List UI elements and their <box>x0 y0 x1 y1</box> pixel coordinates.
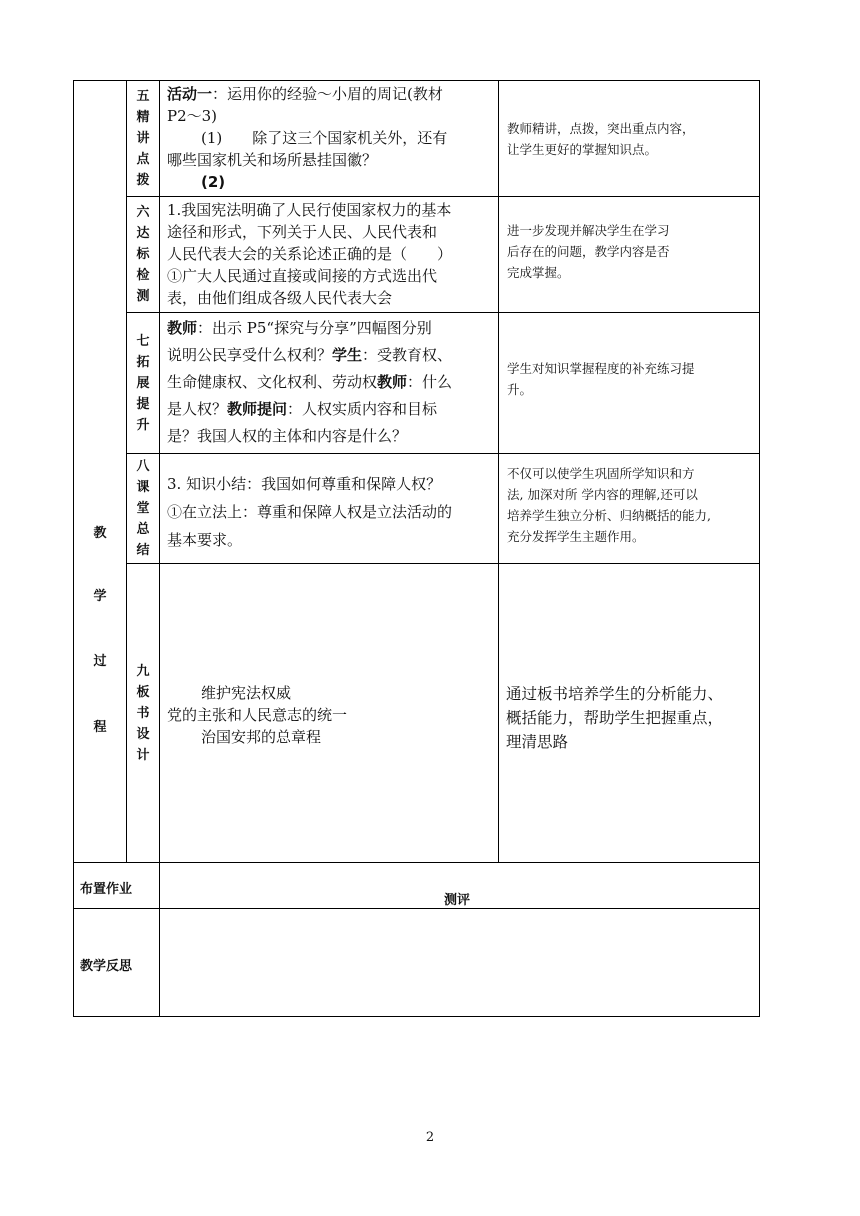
note-text: 完成掌握。 <box>507 265 570 280</box>
content-text: ：人权实质内容和目标 <box>287 400 438 418</box>
divider <box>126 196 760 197</box>
homework-label: 布置作业 <box>80 882 133 897</box>
content-text: 生命健康权、文化权利、劳动权 <box>167 373 378 391</box>
divider <box>126 453 760 454</box>
side-label-char: 过 <box>93 654 107 669</box>
label-char: 标 <box>136 247 150 262</box>
note-text: 充分发挥学生主题作用。 <box>507 529 645 544</box>
table-border-left <box>73 80 74 1017</box>
row-content-dabiao <box>167 199 497 309</box>
note-text: 让学生更好的掌握知识点。 <box>507 142 658 157</box>
row-content-tuozhan <box>167 315 497 450</box>
row-note-dabiao <box>507 220 757 283</box>
row-note-jingjiang <box>507 118 757 160</box>
label-char: 课 <box>136 480 150 495</box>
note-text: 学生对知识掌握程度的补充练习提 <box>507 361 695 376</box>
label-char: 升 <box>136 417 150 433</box>
note-text: 进一步发现并解决学生在学习 <box>507 223 670 238</box>
content-text: 党的主张和人民意志的统一 <box>167 706 348 724</box>
note-text: 升。 <box>507 382 533 397</box>
divider <box>73 862 760 863</box>
label-char: 展 <box>136 375 150 391</box>
content-text: 说明公民享受什么权利？ <box>167 346 333 364</box>
content-text: 3. 知识小结：我国如何尊重和保障人权？ <box>167 475 442 493</box>
label-char: 板 <box>136 684 150 700</box>
row-content-jingjiang <box>167 83 497 193</box>
note-text: 通过板书培养学生的分析能力、 <box>506 685 724 703</box>
side-label-char: 程 <box>93 720 107 735</box>
evaluation-label: 测评 <box>444 893 471 908</box>
note-text: 理清思路 <box>506 733 569 751</box>
row-note-banshu <box>506 682 758 754</box>
label-char: 总 <box>136 522 150 537</box>
content-text: ：出示 P5“探究与分享”四幅图分别 <box>197 319 432 337</box>
content-text: 哪些国家机关和场所悬挂国徽？ <box>167 151 378 169</box>
content-text: 基本要求。 <box>167 531 243 549</box>
label-char: 提 <box>136 396 150 412</box>
content-text: P2～3) <box>167 107 218 125</box>
label-char: 讲 <box>136 131 150 146</box>
speaker-label: 教师 <box>377 373 408 391</box>
content-text: 途径和形式，下列关于人民、人民代表和 <box>167 223 438 241</box>
label-char: 计 <box>136 747 150 763</box>
speaker-label: 教师 <box>167 319 198 337</box>
content-text: ①在立法上：尊重和保障人权是立法活动的 <box>167 503 453 521</box>
content-text: (2) <box>201 173 226 191</box>
divider <box>126 563 760 564</box>
content-text: 表，由他们组成各级人民代表大会 <box>167 289 393 307</box>
row-label-jingjiang <box>127 81 159 196</box>
divider <box>159 80 160 1017</box>
content-text: 治国安邦的总章程 <box>201 728 322 746</box>
label-char: 五 <box>136 89 150 104</box>
speaker-label: 教师提问 <box>227 400 288 418</box>
content-text: (1) 除了这三个国家机关外，还有 <box>201 129 448 147</box>
label-char: 达 <box>136 226 150 241</box>
content-text: ：受教育权、 <box>362 346 453 364</box>
label-char: 六 <box>136 205 150 220</box>
divider <box>126 312 760 313</box>
content-text: 是人权？ <box>167 400 228 418</box>
label-char: 拨 <box>136 173 150 188</box>
row-label-zongjie <box>127 454 159 563</box>
table-border-bottom <box>73 1016 760 1017</box>
label-char: 堂 <box>136 501 150 516</box>
speaker-label: 学生 <box>332 346 363 364</box>
content-text: 维护宪法权威 <box>201 684 292 702</box>
reflection-label: 教学反思 <box>80 959 133 974</box>
side-label-char: 学 <box>93 589 107 604</box>
table-border-right <box>759 80 760 1017</box>
note-text: 培养学生独立分析、归纳概括的能力, <box>507 508 711 523</box>
content-text: 1.我国宪法明确了人民行使国家权力的基本 <box>167 201 452 219</box>
table-border-top <box>73 80 760 81</box>
activity-title: 活动一 <box>167 85 213 103</box>
label-char: 检 <box>136 268 150 283</box>
divider <box>498 80 499 862</box>
note-text: 法, 加深对所 学内容的理解,还可以 <box>507 487 698 502</box>
row-label-dabiao <box>127 197 159 312</box>
page-number: 2 <box>425 1130 435 1145</box>
label-char: 七 <box>136 333 150 349</box>
side-label-char: 教 <box>93 526 107 541</box>
label-char: 点 <box>136 152 150 167</box>
label-char: 精 <box>136 110 150 125</box>
note-text: 教师精讲，点拨，突出重点内容， <box>507 121 695 136</box>
content-text: 是？我国人权的主体和内容是什么？ <box>167 427 408 445</box>
note-text: 不仅可以使学生巩固所学知识和方 <box>507 466 695 481</box>
note-text: 后存在的问题，教学内容是否 <box>507 244 670 259</box>
row-note-zongjie <box>507 463 757 547</box>
row-label-banshu <box>127 564 159 862</box>
content-text: 人民代表大会的关系论述正确的是（ ） <box>167 245 453 263</box>
label-char: 书 <box>136 705 150 721</box>
label-char: 拓 <box>136 354 150 370</box>
content-text: ①广大人民通过直接或间接的方式选出代 <box>167 267 438 285</box>
note-text: 概括能力，帮助学生把握重点， <box>506 709 724 727</box>
label-char: 九 <box>136 663 150 679</box>
row-note-tuozhan <box>507 358 757 400</box>
label-char: 八 <box>136 459 150 474</box>
row-content-banshu <box>167 682 497 748</box>
label-char: 测 <box>136 289 150 304</box>
label-char: 设 <box>136 726 150 742</box>
content-text: ：运用你的经验～小眉的周记(教材 <box>212 85 443 103</box>
content-text: ：什么 <box>407 373 453 391</box>
row-content-zongjie <box>167 470 497 554</box>
row-label-tuozhan <box>127 313 159 453</box>
divider <box>73 908 760 909</box>
label-char: 结 <box>136 543 150 558</box>
